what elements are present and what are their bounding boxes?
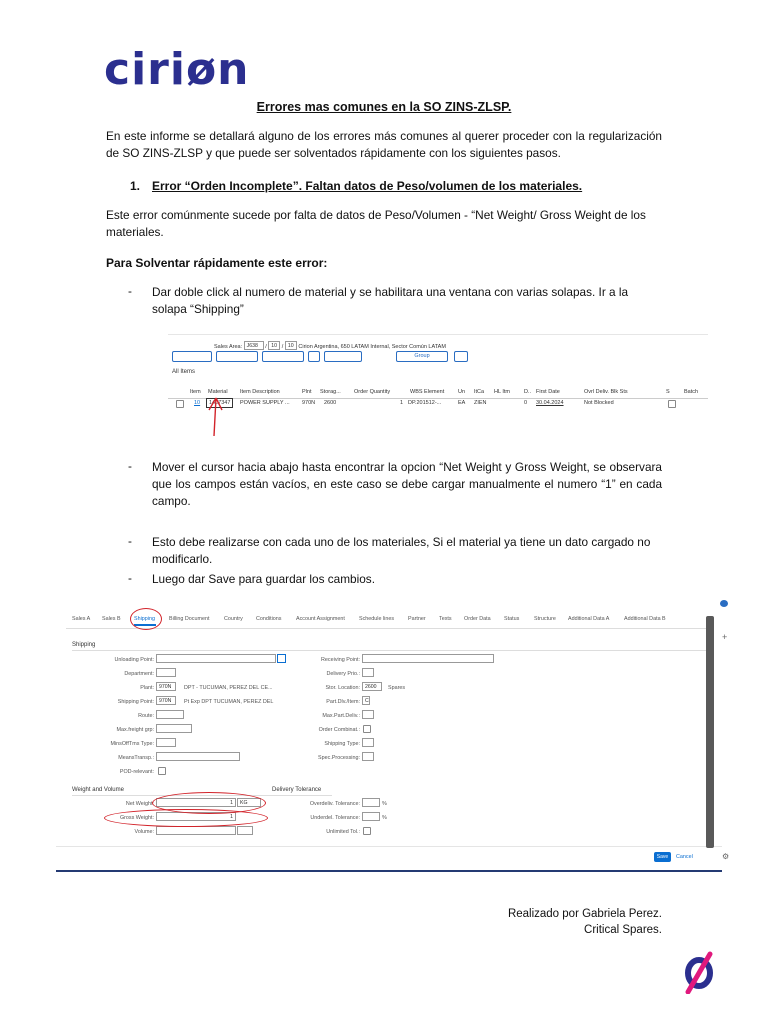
unlimited-tol-checkbox[interactable] <box>363 827 371 835</box>
tab-sales-b[interactable]: Sales B <box>102 616 121 622</box>
toolbar-group-1[interactable] <box>172 351 212 362</box>
settings-gear-icon[interactable]: ⚙ <box>722 852 730 861</box>
max-freight-grp-label: Max.freight grp: <box>116 727 154 733</box>
overdeliv-tolerance-input[interactable] <box>362 798 380 807</box>
unlimited-tol-label: Unlimited Tol.: <box>326 829 360 835</box>
shipping-point-input[interactable]: 970N <box>156 696 176 705</box>
col-s[interactable]: S <box>666 389 670 395</box>
error1-description: Este error comúnmente sucede por falta de datos de Peso/Volumen - “Net Weight/ Gross Weight de los materiales. <box>106 208 646 239</box>
bullet-1: - <box>128 284 132 298</box>
footer-credit <box>508 906 662 938</box>
net-weight-input[interactable]: 1 <box>156 798 236 807</box>
overdeliv-tolerance-label: Overdeliv. Tolerance: <box>309 801 360 807</box>
tab-conditions[interactable]: Conditions <box>256 616 282 622</box>
gross-weight-input[interactable]: 1 <box>156 812 236 821</box>
division-field[interactable]: 10 <box>285 341 297 350</box>
s-checkbox[interactable] <box>668 400 676 408</box>
cancel-button[interactable]: Cancel <box>676 854 693 860</box>
col-first-date[interactable]: First Date <box>536 389 560 395</box>
plant-input[interactable]: 970N <box>156 682 176 691</box>
all-items-label: All Items <box>172 369 196 375</box>
step-3: Esto debe realizarse con cada uno de los materiales, Si el material ya tiene un dato cargado no modificarlo. <box>152 535 651 566</box>
volume-input[interactable] <box>156 826 236 835</box>
order-combinat-checkbox[interactable] <box>363 725 371 733</box>
plant-name-text: DPT - TUCUMAN, PEREZ DEL CE... <box>184 685 273 691</box>
intro-paragraph: En este informe se detallará alguno de los errores más comunes al querer proceder con la regularización de SO ZINS-ZLSP y que puede ser solventados rápidamente con los siguientes pasos. <box>106 129 662 160</box>
sales-area-description: Cirion Argentina, 650 LATAM Internal, Sector Común LATAM <box>298 344 446 350</box>
overdeliv-percent: % <box>382 801 387 807</box>
footer-author: Realizado por Gabriela Perez. <box>507 908 662 920</box>
tab-additional-data-b[interactable]: Additional Data B <box>624 616 666 622</box>
route-input[interactable] <box>156 710 184 719</box>
document-title: Errores mas comunes en la SO ZINS-ZLSP. <box>256 100 512 114</box>
part-dlv-item-input[interactable]: C <box>362 696 370 705</box>
annotation-circle-gross-weight <box>104 809 268 827</box>
plant-label: Plant: <box>140 685 154 691</box>
max-part-deliv-input[interactable] <box>362 710 374 719</box>
order-quantity-cell: 1 <box>400 400 404 406</box>
col-item-category[interactable]: ItCa <box>474 389 485 395</box>
dist-channel-field[interactable]: 10 <box>268 341 280 350</box>
section-delivery-tolerance-title: Delivery Tolerance <box>272 787 322 793</box>
cirion-mark-icon <box>680 950 720 994</box>
tab-schedule-lines[interactable]: Schedule lines <box>359 616 395 622</box>
scrollbar[interactable] <box>706 616 714 848</box>
step-2: Mover el cursor hacia abajo hasta encontrar la opcion “Net Weight y Gross Weight, se observara que los campos están vacíos, en este caso se debe cargar manualmente el numero “1” en cada campo. <box>152 460 662 508</box>
receiving-point-input[interactable] <box>362 654 494 663</box>
max-part-deliv-label: Max.Part.Deliv.: <box>322 713 360 719</box>
shipping-type-label: Shipping Type: <box>324 741 360 747</box>
means-transp-input[interactable] <box>156 752 240 761</box>
error1-title: Error “Orden Incomplete”. Faltan datos de Peso/volumen de los materiales. <box>152 179 583 193</box>
sap-shipping-form-screenshot <box>56 596 742 874</box>
tab-texts[interactable]: Texts <box>439 616 452 622</box>
bullet-4: - <box>128 571 132 585</box>
mins-off-tms-type-label: MinsOffTms Type: <box>110 741 154 747</box>
cirion-logo: ciriøn <box>104 44 250 95</box>
toolbar-group-4[interactable] <box>324 351 362 362</box>
save-button[interactable]: Save <box>654 852 671 862</box>
section-shipping-title: Shipping <box>72 642 96 648</box>
annotation-circle-shipping <box>130 608 162 630</box>
spec-processing-input[interactable] <box>362 752 374 761</box>
col-wbs-element[interactable]: WBS Element <box>410 389 445 395</box>
row-checkbox[interactable] <box>176 400 184 408</box>
user-icon[interactable] <box>720 600 728 607</box>
tab-structure[interactable]: Structure <box>534 616 556 622</box>
plant-cell: 970N <box>302 400 316 406</box>
col-plant[interactable]: Plnt <box>302 389 312 395</box>
volume-label: Volume: <box>134 829 154 835</box>
tab-shipping[interactable]: Shipping <box>134 616 155 622</box>
item-category-cell: ZIEN <box>474 400 487 406</box>
material-number-cell[interactable]: 1407347 <box>206 398 233 408</box>
section-divider <box>72 650 712 651</box>
error1-number: 1. <box>130 179 141 193</box>
net-weight-label: Net Weight: <box>125 801 154 807</box>
tab-account-assignment[interactable]: Account Assignment <box>296 616 345 622</box>
underdel-tolerance-label: Underdel. Tolerance: <box>310 815 360 821</box>
underdel-percent: % <box>382 815 387 821</box>
search-icon[interactable] <box>308 351 320 362</box>
annotation-arrow-icon <box>200 396 240 440</box>
toolbar-group-2[interactable] <box>216 351 258 362</box>
sales-org-field[interactable]: J638 <box>244 341 264 350</box>
delivery-prio-label: Delivery Prio.: <box>326 671 360 677</box>
solve-heading: Para Solventar rápidamente este error: <box>106 256 328 270</box>
tab-sales-a[interactable]: Sales A <box>72 616 91 622</box>
means-transp-label: MeansTransp.: <box>118 755 154 761</box>
volume-unit-input[interactable] <box>237 826 253 835</box>
col-order-quantity[interactable]: Order Quantity <box>354 389 391 395</box>
stor-location-name-text: Spares <box>388 685 406 691</box>
pod-relevant-label: POD-relevant: <box>119 769 154 775</box>
col-hl-item[interactable]: HL Itm <box>494 389 510 395</box>
step-4: Luego dar Save para guardar los cambios. <box>152 572 375 586</box>
filter-icon[interactable] <box>454 351 468 362</box>
sales-area-row: Sales Area: J638 / 10 / 10 Cirion Argentina, 650 LATAM Internal, Sector Común LATAM <box>214 343 446 350</box>
shipping-type-input[interactable] <box>362 738 374 747</box>
wbs-element-cell: DP.201512-... <box>408 400 442 406</box>
shipping-point-label: Shipping Point: <box>117 699 154 705</box>
unit-cell: EA <box>458 400 466 406</box>
net-weight-unit-input[interactable]: KG <box>237 798 261 807</box>
section-weight-volume-title: Weight and Volume <box>72 787 124 793</box>
sap-items-grid-screenshot <box>168 334 708 415</box>
storage-cell: 2600 <box>324 400 337 406</box>
tab-additional-data-a[interactable]: Additional Data A <box>568 616 610 622</box>
bullet-2: - <box>128 459 132 473</box>
col-item[interactable]: Item <box>190 389 201 395</box>
spec-processing-label: Spec.Processing: <box>318 755 360 761</box>
item-description-cell: POWER SUPPLY ... <box>240 400 290 406</box>
stor-location-label: Stor. Location: <box>325 685 360 691</box>
col-storage[interactable]: Storag... <box>320 389 341 395</box>
tab-status[interactable]: Status <box>504 616 520 622</box>
first-date-cell[interactable]: 30.04.2024 <box>536 400 564 406</box>
col-batch[interactable]: Batch <box>684 389 699 395</box>
gross-weight-label: Gross Weight: <box>119 815 154 821</box>
department-label: Department: <box>124 671 154 677</box>
item-number-link[interactable]: 10 <box>194 400 201 406</box>
tab-divider <box>66 628 706 629</box>
shipping-point-name-text: Pt Exp DPT TUCUMAN, PEREZ DEL <box>184 699 274 705</box>
route-label: Route: <box>138 713 154 719</box>
group-button[interactable]: Group <box>396 351 448 362</box>
col-ovrl-deliv-blk-sts[interactable]: Ovrl Deliv. Blk Sts <box>584 389 628 395</box>
bullet-3: - <box>128 534 132 548</box>
col-material[interactable]: Material <box>208 389 228 395</box>
footer-divider <box>56 846 722 847</box>
stor-location-input[interactable]: 2600 <box>362 682 382 691</box>
tab-country[interactable]: Country <box>224 616 243 622</box>
toolbar-group-3[interactable] <box>262 351 304 362</box>
department-input[interactable] <box>156 668 176 677</box>
col-d[interactable]: D.. <box>524 389 532 395</box>
tab-billing-document[interactable]: Billing Document <box>169 616 210 622</box>
tab-order-data[interactable]: Order Data <box>464 616 491 622</box>
unloading-point-input[interactable] <box>156 654 276 663</box>
receiving-point-label: Receiving Point: <box>321 657 360 663</box>
bottom-bar <box>56 870 722 872</box>
underdel-tolerance-input[interactable] <box>362 812 380 821</box>
step-1: Dar doble click al numero de material y se habilitara una ventana con varias solapas. Ir a la solapa “Shipping” <box>152 285 629 316</box>
mins-off-tms-type-input[interactable] <box>156 738 176 747</box>
add-icon[interactable]: + <box>722 632 728 642</box>
part-dlv-item-label: Part.Dlv./Item: <box>326 699 360 705</box>
tab-partner[interactable]: Partner <box>408 616 426 622</box>
d-cell: 0 <box>524 400 528 406</box>
col-unit[interactable]: Un <box>458 389 466 395</box>
order-combinat-label: Order Combinat.: <box>318 727 360 733</box>
footer-department: Critical Spares. <box>584 924 662 936</box>
max-freight-grp-input[interactable] <box>156 724 192 733</box>
delivery-prio-input[interactable] <box>362 668 374 677</box>
col-item-description[interactable]: Item Description <box>240 389 280 395</box>
table-row[interactable] <box>168 398 708 409</box>
pod-relevant-checkbox[interactable] <box>158 767 166 775</box>
delivery-block-status-cell: Not Blocked <box>584 400 614 406</box>
unloading-point-label: Unloading Point: <box>114 657 154 663</box>
